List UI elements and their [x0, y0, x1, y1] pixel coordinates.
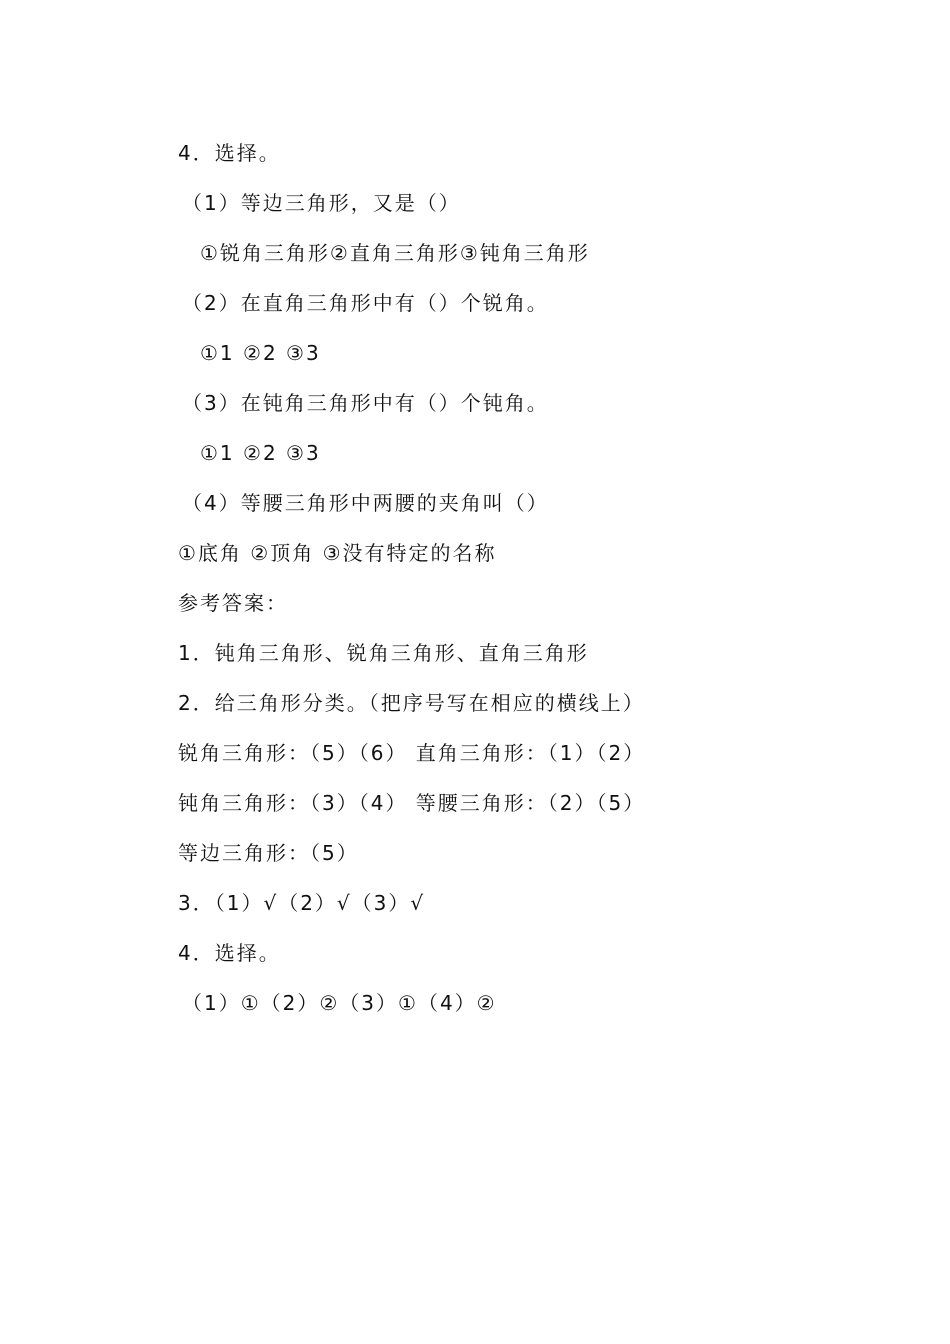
answer-4-heading: 4．选择。	[178, 941, 281, 965]
answer-2-row-3: 等边三角形：（5）	[178, 841, 359, 865]
answer-2-row-2: 钝角三角形：（3）（4） 等腰三角形：（2）（5）	[178, 791, 646, 815]
question-3-options: ①1 ②2 ③3	[200, 441, 321, 465]
question-4: （4）等腰三角形中两腰的夹角叫（）	[182, 491, 549, 515]
answer-1: 1．钝角三角形、锐角三角形、直角三角形	[178, 641, 589, 665]
question-1-options: ①锐角三角形②直角三角形③钝角三角形	[200, 241, 590, 265]
question-2-options: ①1 ②2 ③3	[200, 341, 321, 365]
answer-2-row-1: 锐角三角形：（5）（6） 直角三角形：（1）（2）	[178, 741, 646, 765]
section-heading-choose: 4．选择。	[178, 141, 281, 165]
question-4-options: ①底角 ②顶角 ③没有特定的名称	[178, 541, 497, 565]
answer-3: 3．（1）√（2）√（3）√	[178, 891, 426, 915]
question-1: （1）等边三角形，又是（）	[182, 191, 461, 215]
answer-2-heading: 2．给三角形分类。（把序号写在相应的横线上）	[178, 691, 645, 715]
question-3: （3）在钝角三角形中有（）个钝角。	[182, 391, 549, 415]
question-2: （2）在直角三角形中有（）个锐角。	[182, 291, 549, 315]
answer-4: （1）①（2）②（3）①（4）②	[182, 991, 497, 1015]
answers-heading: 参考答案：	[178, 591, 288, 615]
document-body	[178, 128, 878, 1028]
